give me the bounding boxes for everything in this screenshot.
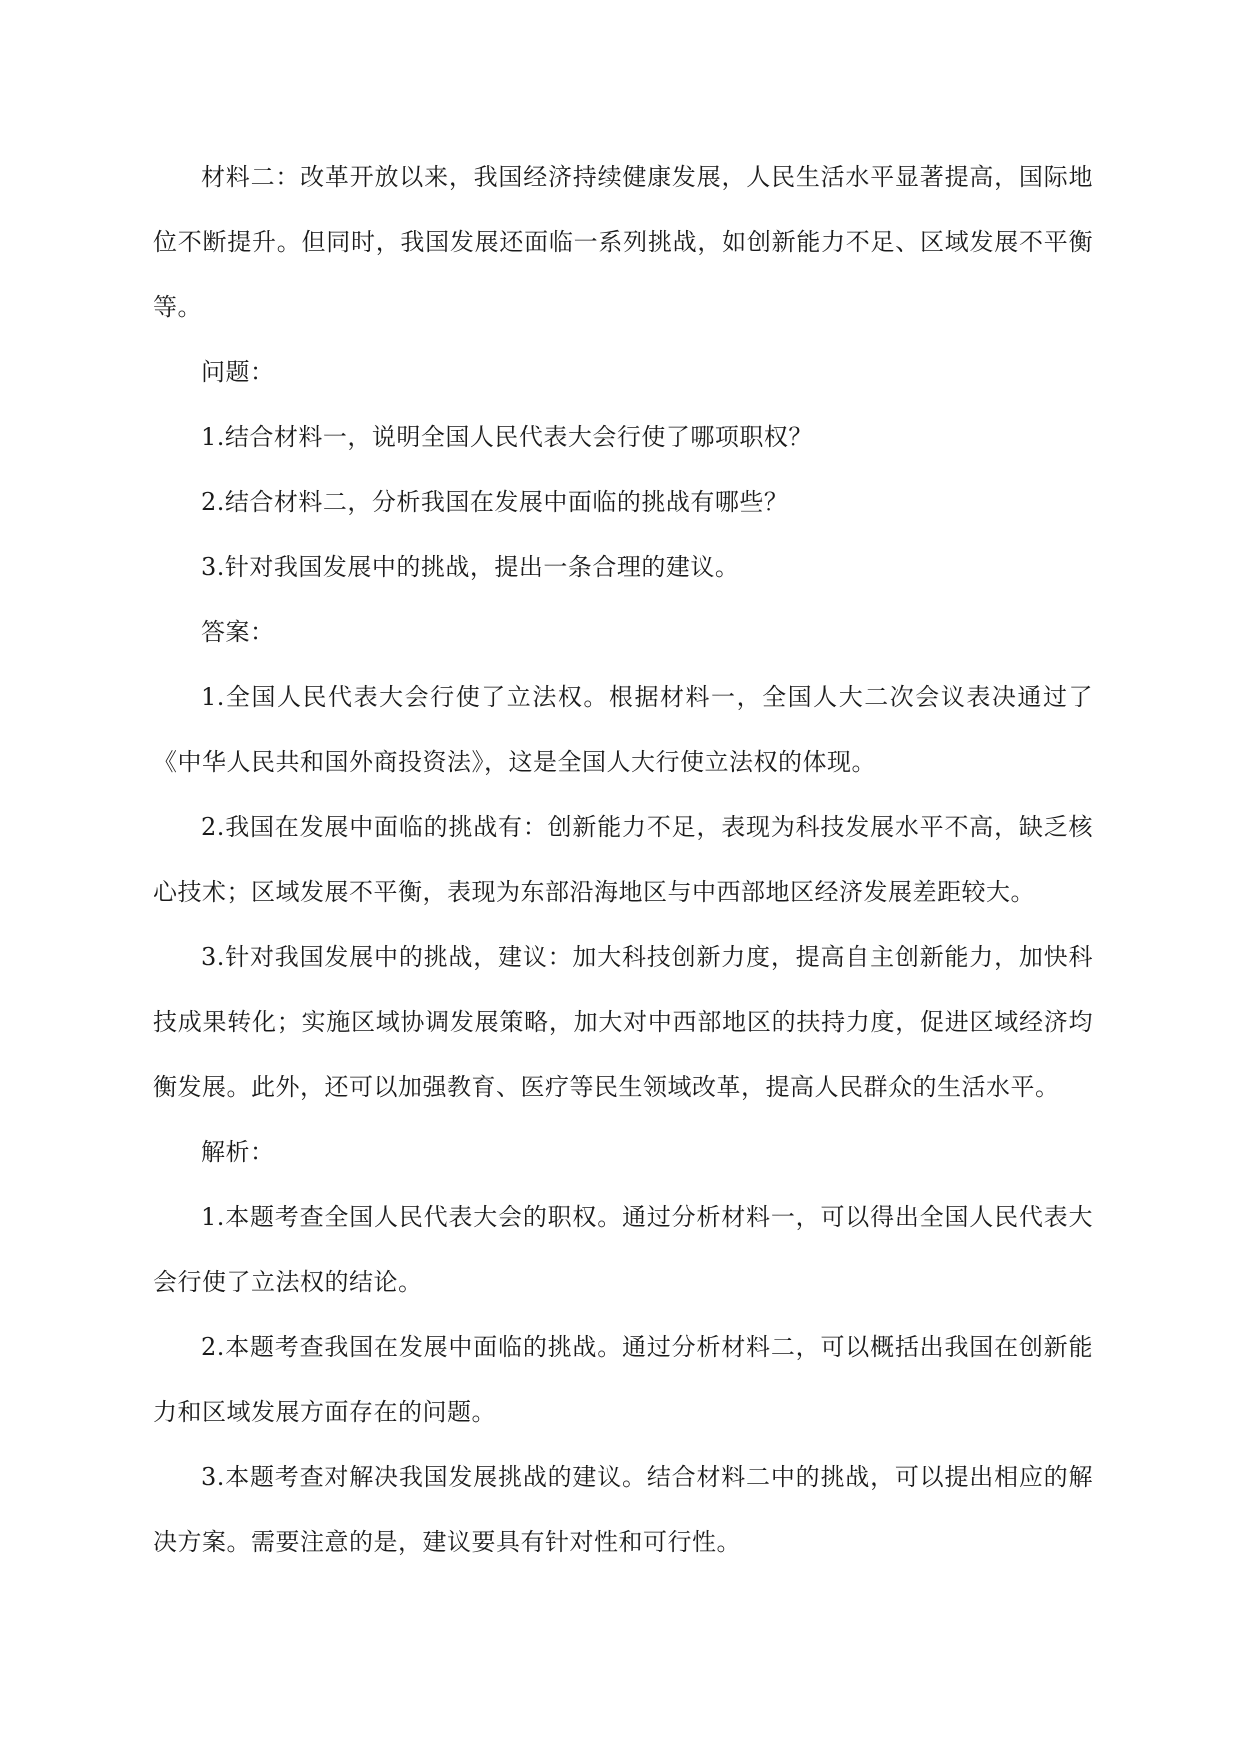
question-1: 1.结合材料一，说明全国人民代表大会行使了哪项职权？ (201, 423, 813, 451)
analysis-heading: 解析： (201, 1138, 275, 1166)
answer-3: 3.针对我国发展中的挑战，建议：加大科技创新力度，提高自主创新能力，加快科技成果转化；实施区域协调发展策略，加大对中西部地区的扶持力度，促进区域经济均衡发展。此外，还可以加强教育、医疗等民生领域改革，提高人民群众的生活水平。 (153, 943, 1093, 1101)
document-body (153, 145, 1093, 1575)
analysis-1: 1.本题考查全国人民代表大会的职权。通过分析材料一，可以得出全国人民代表大会行使了立法权的结论。 (153, 1203, 1093, 1296)
question-2: 2.结合材料二，分析我国在发展中面临的挑战有哪些？ (201, 488, 789, 516)
analysis-2: 2.本题考查我国在发展中面临的挑战。通过分析材料二，可以概括出我国在创新能力和区域发展方面存在的问题。 (153, 1333, 1093, 1426)
answer-1: 1.全国人民代表大会行使了立法权。根据材料一，全国人大二次会议表决通过了《中华人民共和国外商投资法》，这是全国人大行使立法权的体现。 (153, 683, 1093, 776)
material-two-paragraph: 材料二：改革开放以来，我国经济持续健康发展，人民生活水平显著提高，国际地位不断提升。但同时，我国发展还面临一系列挑战，如创新能力不足、区域发展不平衡等。 (153, 163, 1093, 321)
answer-2: 2.我国在发展中面临的挑战有：创新能力不足，表现为科技发展水平不高，缺乏核心技术；区域发展不平衡，表现为东部沿海地区与中西部地区经济发展差距较大。 (153, 813, 1093, 906)
analysis-3: 3.本题考查对解决我国发展挑战的建议。结合材料二中的挑战，可以提出相应的解决方案。需要注意的是，建议要具有针对性和可行性。 (153, 1463, 1093, 1556)
question-3: 3.针对我国发展中的挑战，提出一条合理的建议。 (201, 553, 740, 581)
answers-heading: 答案： (201, 618, 275, 646)
questions-heading: 问题： (201, 358, 275, 386)
